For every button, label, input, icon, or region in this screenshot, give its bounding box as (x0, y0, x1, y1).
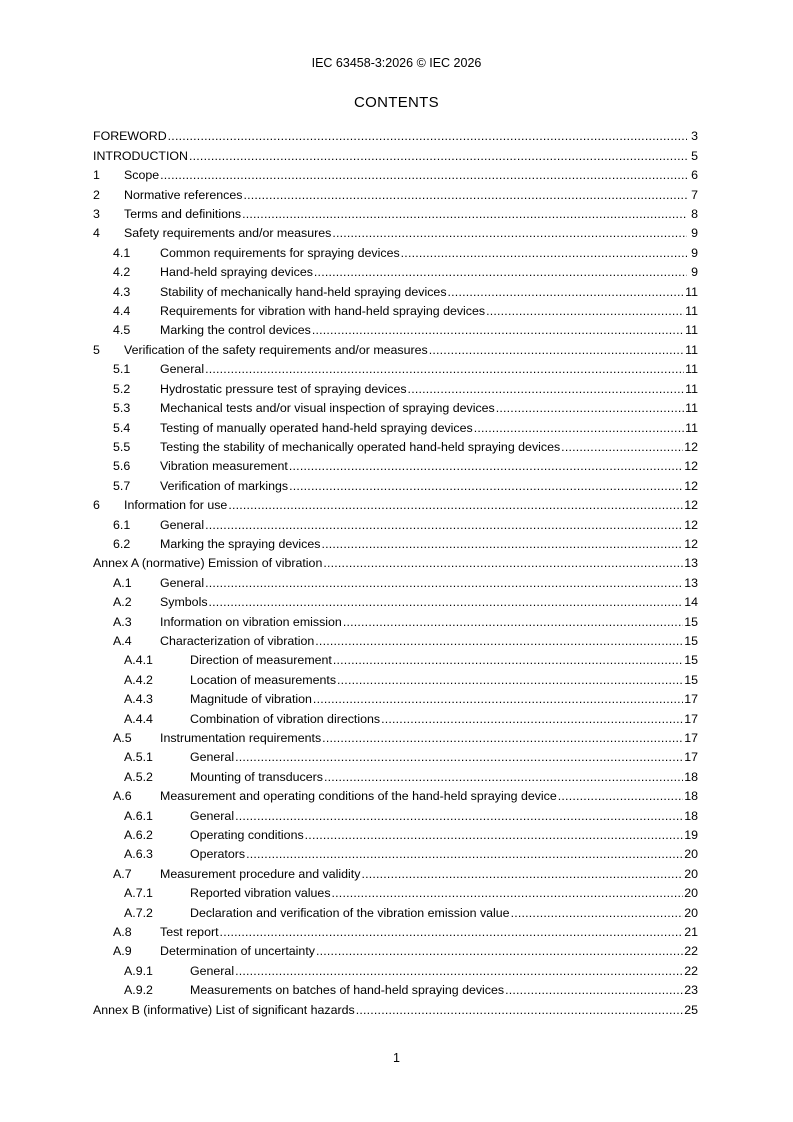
toc-entry-title: Symbols (160, 595, 208, 610)
toc-entry-number: A.6.3 (124, 847, 153, 862)
toc-entry-number: A.7.1 (124, 886, 153, 901)
toc-entry-page: 18 (684, 789, 698, 804)
toc-entry-number: 4.3 (113, 284, 131, 299)
toc-entry[interactable] (93, 300, 698, 319)
toc-entry[interactable] (93, 785, 698, 804)
toc-entry-page: 5 (691, 148, 698, 163)
toc-entry-page: 12 (684, 478, 698, 493)
dot-leader (474, 421, 684, 436)
toc-entry[interactable] (93, 727, 698, 746)
dot-leader (361, 867, 683, 882)
toc-entry-title: Stability of mechanically hand-held spraying devices (160, 284, 447, 299)
dot-leader (313, 692, 683, 707)
toc-entry-number: 4 (93, 226, 100, 241)
toc-entry-page: 11 (685, 401, 698, 416)
toc-entry-number: 5.2 (113, 381, 131, 396)
toc-entry[interactable] (93, 901, 698, 920)
dot-leader (561, 440, 683, 455)
toc-entry[interactable] (93, 144, 698, 163)
toc-entry-number: 6.2 (113, 536, 131, 551)
toc-entry-title: INTRODUCTION (93, 148, 188, 163)
toc-entry-title: Declaration and verification of the vibration emission value (190, 905, 510, 920)
toc-entry-number: 4.2 (113, 265, 131, 280)
toc-entry-page: 11 (685, 342, 698, 357)
toc-entry[interactable] (93, 765, 698, 784)
toc-entry[interactable] (93, 494, 698, 513)
toc-entry-title: Marking the control devices (160, 323, 311, 338)
toc-entry-number: A.3 (113, 614, 132, 629)
toc-entry[interactable] (93, 998, 698, 1017)
toc-entry[interactable] (93, 571, 698, 590)
toc-entry-title: Magnitude of vibration (190, 692, 312, 707)
toc-entry-title: Vibration measurement (160, 459, 288, 474)
dot-leader (343, 615, 683, 630)
dot-leader (205, 576, 683, 591)
toc-entry-title: Direction of measurement (190, 653, 332, 668)
toc-entry[interactable] (93, 591, 698, 610)
dot-leader (486, 304, 684, 319)
toc-entry-title: Operators (190, 847, 246, 862)
toc-entry-page: 23 (684, 983, 698, 998)
toc-entry-title: Information for use (124, 498, 228, 513)
toc-entry-page: 17 (684, 731, 698, 745)
dot-leader (332, 226, 687, 241)
toc-entry-title: Information on vibration emission (160, 614, 342, 629)
dot-leader (243, 188, 687, 203)
toc-entry-title: Marking the spraying devices (160, 536, 321, 551)
dot-leader (321, 537, 683, 552)
toc-entry-page: 11 (685, 362, 698, 377)
dot-leader (316, 944, 683, 959)
toc-entry-title: Terms and definitions (124, 207, 242, 222)
page-title: CONTENTS (354, 94, 439, 111)
toc-entry-number: A.8 (113, 925, 132, 940)
toc-entry-page: 12 (684, 498, 698, 513)
toc-entry-page: 20 (684, 847, 698, 862)
dot-leader (558, 789, 683, 804)
toc-entry-title: Operating conditions (190, 828, 304, 843)
toc-entry-page: 17 (684, 750, 698, 765)
dot-leader (160, 168, 687, 183)
toc-entry-page: 11 (685, 420, 698, 435)
dot-leader (220, 925, 684, 940)
dot-leader (189, 149, 687, 164)
toc-entry[interactable] (93, 921, 698, 940)
toc-entry[interactable] (93, 707, 698, 726)
toc-entry-number: A.1 (113, 575, 132, 590)
toc-entry-page: 12 (684, 536, 698, 551)
toc-entry-number: 5.5 (113, 439, 131, 454)
toc-entry-page: 8 (691, 207, 698, 222)
toc-entry-number: A.5.1 (124, 750, 153, 765)
toc-entry[interactable] (93, 610, 698, 629)
toc-entry[interactable] (93, 513, 698, 532)
dot-leader (333, 653, 683, 668)
toc-entry-number: A.5 (113, 731, 132, 745)
dot-leader (429, 343, 684, 358)
toc-entry-page: 3 (691, 129, 698, 144)
toc-entry[interactable] (93, 241, 698, 260)
toc-entry[interactable] (93, 979, 698, 998)
toc-entry[interactable] (93, 377, 698, 396)
dot-leader (168, 129, 687, 144)
toc-entry-number: A.6.2 (124, 828, 153, 843)
toc-entry-title: Annex A (normative) Emission of vibration (93, 556, 323, 571)
toc-entry-number: 5.6 (113, 459, 131, 474)
toc-entry-title: FOREWORD (93, 129, 167, 144)
toc-entry-page: 15 (684, 672, 698, 687)
toc-entry-title: Annex B (informative) List of significant hazards (93, 1002, 355, 1017)
toc-entry-page: 11 (685, 284, 698, 299)
toc-entry[interactable] (93, 455, 698, 474)
toc-entry-number: A.2 (113, 595, 132, 610)
toc-entry-page: 17 (684, 711, 698, 726)
dot-leader (496, 401, 684, 416)
toc-entry-title: Test report (160, 925, 219, 940)
toc-entry-page: 22 (684, 944, 698, 959)
toc-entry[interactable] (93, 203, 698, 222)
dot-leader (228, 498, 683, 513)
toc-entry-page: 9 (691, 226, 698, 241)
toc-entry[interactable] (93, 630, 698, 649)
toc-entry-number: 6.1 (113, 517, 131, 532)
toc-entry-title: Common requirements for spraying devices (160, 245, 400, 260)
toc-entry-page: 22 (684, 963, 698, 978)
toc-entry-title: Location of measurements (190, 672, 337, 687)
toc-entry[interactable] (93, 552, 698, 571)
page-header: IEC 63458-3:2026 © IEC 2026 (311, 56, 482, 70)
toc-entry[interactable] (93, 397, 698, 416)
toc-entry-page: 18 (684, 808, 698, 823)
toc-entry[interactable] (93, 668, 698, 687)
dot-leader (322, 731, 683, 746)
toc-entry-number: A.9.1 (124, 963, 153, 978)
toc-entry[interactable] (93, 688, 698, 707)
toc-entry-number: 5.4 (113, 420, 131, 435)
toc-entry-page: 14 (684, 595, 698, 610)
toc-entry[interactable] (93, 824, 698, 843)
toc-entry[interactable] (93, 804, 698, 823)
toc-entry-page: 6 (691, 168, 698, 183)
toc-entry-page: 11 (685, 323, 698, 338)
toc-entry-page: 20 (684, 886, 698, 901)
toc-entry-title: Verification of markings (160, 478, 289, 493)
dot-leader (356, 1003, 684, 1018)
toc-entry-title: General (160, 362, 205, 377)
toc-entry-number: A.5.2 (124, 769, 153, 784)
dot-leader (315, 634, 683, 649)
toc-entry[interactable] (93, 319, 698, 338)
toc-entry-number: A.6 (113, 789, 132, 804)
toc-entry-page: 18 (684, 769, 698, 784)
toc-entry-page: 7 (691, 187, 698, 202)
dot-leader (408, 382, 685, 397)
toc-entry-page: 12 (684, 517, 698, 532)
toc-entry-number: A.4.1 (124, 653, 153, 668)
toc-entry-number: 5.7 (113, 478, 131, 493)
toc-entry-page: 15 (684, 633, 698, 648)
toc-entry-page: 13 (684, 575, 698, 590)
dot-leader (448, 285, 685, 300)
toc-entry[interactable] (93, 436, 698, 455)
toc-entry-page: 12 (684, 459, 698, 474)
toc-entry-title: Determination of uncertainty (160, 944, 315, 959)
toc-entry-number: A.4.3 (124, 692, 153, 707)
toc-entry-number: 3 (93, 207, 100, 222)
dot-leader (401, 246, 687, 261)
toc-entry-page: 25 (684, 1002, 698, 1017)
dot-leader (323, 556, 683, 571)
toc-entry-page: 21 (684, 925, 698, 940)
toc-entry[interactable] (93, 474, 698, 493)
toc-entry-page: 11 (685, 381, 698, 396)
toc-entry-page: 20 (684, 905, 698, 920)
toc-entry-number: A.7 (113, 866, 132, 881)
toc-entry[interactable] (93, 940, 698, 959)
dot-leader (235, 964, 683, 979)
toc-entry-title: Hydrostatic pressure test of spraying devices (160, 381, 407, 396)
toc-entry[interactable] (93, 882, 698, 901)
toc-entry[interactable] (93, 183, 698, 202)
dot-leader (337, 673, 683, 688)
dot-leader (242, 207, 687, 222)
toc-entry-title: Characterization of vibration (160, 633, 315, 648)
toc-entry[interactable] (93, 862, 698, 881)
toc-entry[interactable] (93, 843, 698, 862)
toc-entry-title: General (190, 963, 235, 978)
toc-entry-title: Measurement and operating conditions of the hand-held spraying device (160, 789, 557, 804)
toc-entry-page: 9 (691, 245, 698, 260)
toc-entry-number: 1 (93, 168, 100, 183)
dot-leader (246, 847, 683, 862)
toc-entry-number: A.9 (113, 944, 132, 959)
toc-entry-title: Hand-held spraying devices (160, 265, 313, 280)
toc-entry-page: 20 (684, 866, 698, 881)
toc-entry-title: Instrumentation requirements (160, 731, 322, 745)
dot-leader (505, 983, 683, 998)
toc-entry-number: 4.1 (113, 245, 131, 260)
toc-entry-number: 5.1 (113, 362, 131, 377)
toc-entry-number: 5.3 (113, 401, 131, 416)
dot-leader (511, 906, 684, 921)
toc-entry-page: 12 (684, 439, 698, 454)
dot-leader (289, 459, 683, 474)
dot-leader (381, 712, 683, 727)
toc-entry-number: 5 (93, 342, 100, 357)
toc-entry[interactable] (93, 649, 698, 668)
dot-leader (305, 828, 684, 843)
toc-entry[interactable] (93, 280, 698, 299)
page-number: 1 (393, 1051, 400, 1065)
toc-entry-title: General (190, 808, 235, 823)
toc-entry-number: A.4.2 (124, 672, 153, 687)
dot-leader (314, 265, 687, 280)
toc-entry-title: Reported vibration values (190, 886, 331, 901)
toc-entry-number: A.7.2 (124, 905, 153, 920)
dot-leader (289, 479, 683, 494)
toc-entry-number: 4.5 (113, 323, 131, 338)
toc-entry-title: Measurements on batches of hand-held spraying devices (190, 983, 505, 998)
toc-entry-number: A.6.1 (124, 808, 153, 823)
dot-leader (312, 323, 684, 338)
toc-entry-page: 11 (685, 304, 698, 319)
toc-entry-number: 6 (93, 498, 100, 513)
toc-entry[interactable] (93, 338, 698, 357)
toc-entry-number: 2 (93, 187, 100, 202)
toc-entry-number: A.4.4 (124, 711, 153, 726)
dot-leader (235, 750, 683, 765)
toc-entry-title: Verification of the safety requirements and/or measures (124, 342, 428, 357)
toc-entry[interactable] (93, 959, 698, 978)
toc-entry[interactable] (93, 164, 698, 183)
toc-entry[interactable] (93, 416, 698, 435)
toc-entry-title: Safety requirements and/or measures (124, 226, 332, 241)
toc-entry-title: Normative references (124, 187, 243, 202)
toc-entry[interactable] (93, 222, 698, 241)
toc-entry-page: 9 (691, 265, 698, 280)
toc-entry-title: General (190, 750, 235, 765)
toc-entry-number: A.4 (113, 633, 132, 648)
toc-entry-page: 15 (684, 614, 698, 629)
toc-entry-title: Testing the stability of mechanically operated hand-held spraying devices (160, 439, 561, 454)
toc-entry-number: 4.4 (113, 304, 131, 319)
toc-entry-page: 19 (684, 828, 698, 843)
toc-entry-title: Measurement procedure and validity (160, 866, 361, 881)
dot-leader (209, 595, 684, 610)
toc-entry-title: Scope (124, 168, 160, 183)
toc-entry[interactable] (93, 125, 698, 144)
toc-entry[interactable] (93, 358, 698, 377)
dot-leader (235, 809, 683, 824)
toc-entry-title: General (160, 517, 205, 532)
toc-entry[interactable] (93, 746, 698, 765)
dot-leader (324, 770, 683, 785)
toc-entry[interactable] (93, 533, 698, 552)
toc-entry-page: 17 (684, 692, 698, 707)
toc-entry-title: Mounting of transducers (190, 769, 323, 784)
dot-leader (205, 518, 683, 533)
toc-entry-title: Requirements for vibration with hand-held spraying devices (160, 304, 486, 319)
toc-entry[interactable] (93, 261, 698, 280)
dot-leader (205, 362, 684, 377)
dot-leader (332, 886, 684, 901)
toc-entry-page: 15 (684, 653, 698, 668)
toc-entry-page: 13 (684, 556, 698, 571)
toc-entry-title: Combination of vibration directions (190, 711, 381, 726)
toc-entry-title: General (160, 575, 205, 590)
toc-entry-number: A.9.2 (124, 983, 153, 998)
toc-entry-title: Mechanical tests and/or visual inspection of spraying devices (160, 401, 495, 416)
table-of-contents (93, 125, 698, 1018)
toc-entry-title: Testing of manually operated hand-held spraying devices (160, 420, 473, 435)
